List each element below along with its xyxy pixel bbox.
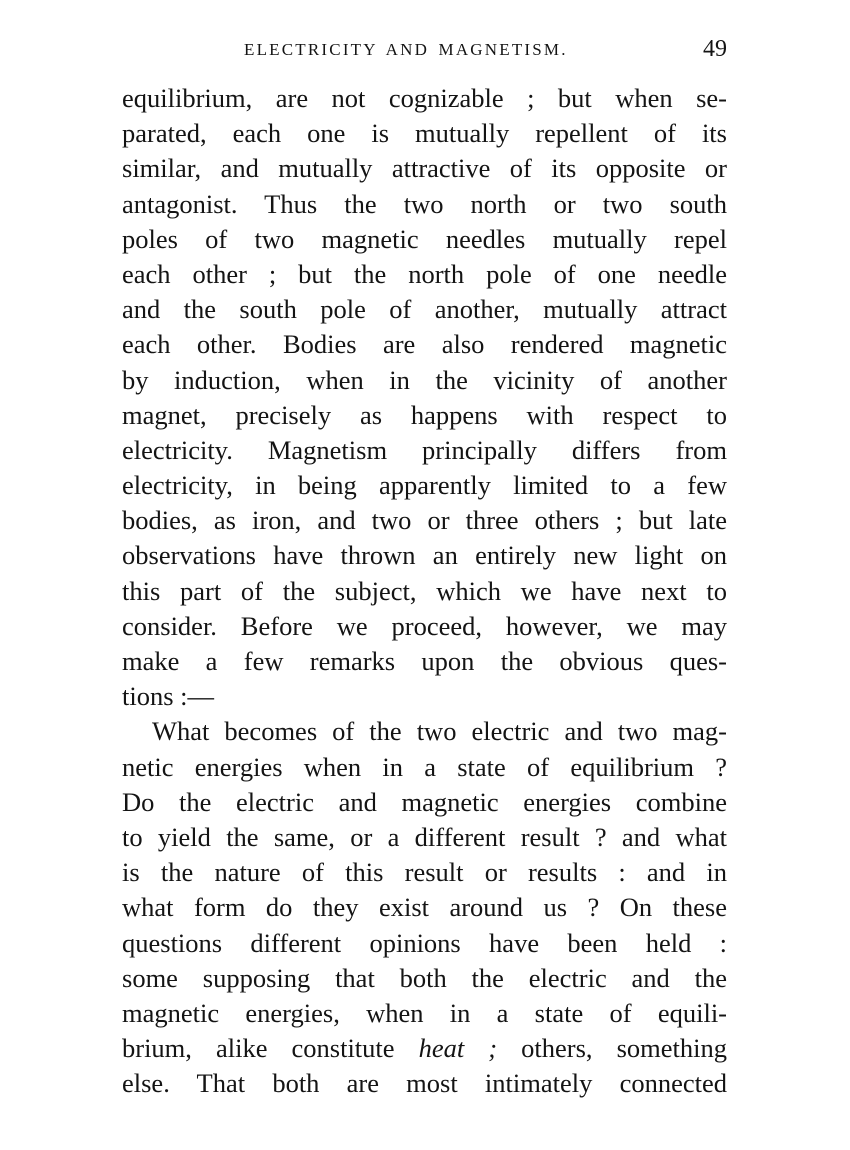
text-line: magnetic energies, when in a state of equili- — [122, 997, 727, 1028]
text-segment: brium, alike constitute — [122, 1033, 419, 1064]
text-line: each other ; but the north pole of one needle — [122, 258, 727, 289]
text-line: parated, each one is mutually repellent of its — [122, 118, 727, 149]
text-line: tions :— — [122, 681, 215, 712]
text-line: Do the electric and magnetic energies combine — [122, 786, 727, 817]
text-line: observations have thrown an entirely new light on — [122, 540, 727, 571]
italic-word: heat ; — [418, 1033, 498, 1064]
text-line: consider. Before we proceed, however, we may — [122, 610, 727, 641]
text-line: this part of the subject, which we have next to — [122, 575, 727, 606]
body-text — [122, 81, 727, 1101]
text-line: else. That both are most intimately connected — [122, 1068, 727, 1099]
text-line: each other. Bodies are also rendered magnetic — [122, 329, 727, 360]
text-line: poles of two magnetic needles mutually repel — [122, 223, 727, 254]
text-line: questions different opinions have been held : — [122, 927, 727, 958]
running-title: ELECTRICITY AND MAGNETISM. — [244, 40, 568, 59]
book-page — [122, 36, 727, 1099]
text-line: to yield the same, or a different result ? and what — [122, 821, 727, 852]
text-line: by induction, when in the vicinity of another — [122, 364, 727, 395]
text-line: netic energies when in a state of equilibrium ? — [122, 751, 727, 782]
text-line: electricity. Magnetism principally differs from — [122, 434, 727, 465]
text-line: is the nature of this result or results : and in — [122, 857, 727, 888]
text-line: magnet, precisely as happens with respect to — [122, 399, 727, 430]
text-line: What becomes of the two electric and two mag- — [152, 716, 727, 747]
page-number: 49 — [703, 36, 727, 62]
text-line: antagonist. Thus the two north or two south — [122, 188, 727, 219]
text-line: some supposing that both the electric and the — [122, 962, 727, 993]
paragraph — [122, 81, 727, 714]
text-line — [122, 1031, 727, 1066]
text-line: and the south pole of another, mutually attract — [122, 294, 727, 325]
text-line: electricity, in being apparently limited to a few — [122, 470, 727, 501]
paragraph — [122, 714, 727, 1101]
text-segment: others, something — [497, 1033, 727, 1064]
text-line: make a few remarks upon the obvious ques- — [122, 646, 727, 676]
text-line: what form do they exist around us ? On these — [122, 892, 727, 923]
text-line: similar, and mutually attractive of its opposite or — [122, 153, 727, 184]
text-line: bodies, as iron, and two or three others ; but late — [122, 505, 727, 536]
text-line: equilibrium, are not cognizable ; but when se- — [122, 83, 727, 113]
running-head — [122, 36, 727, 76]
